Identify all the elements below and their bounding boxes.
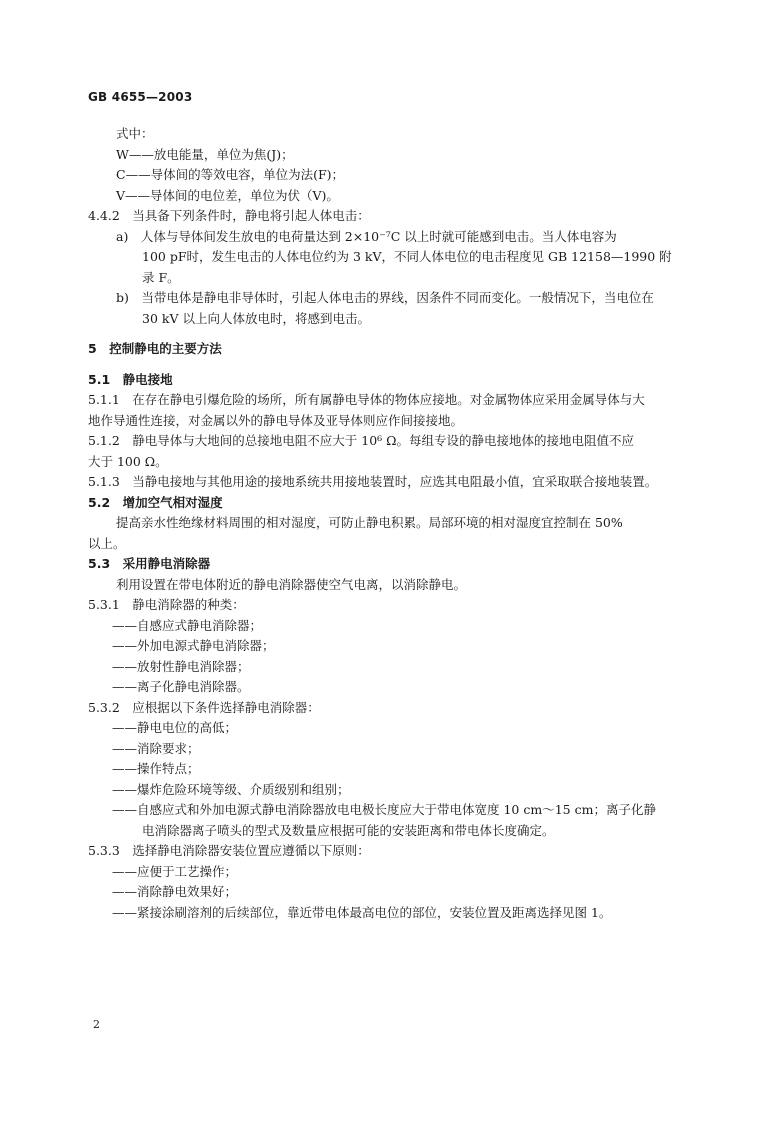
text-line: V——导体间的电位差，单位为伏（V)。 <box>116 187 339 203</box>
standard-code-header: GB 4655—2003 <box>88 90 193 104</box>
text-line: 4.4.2 当具备下列条件时，静电将引起人体电击： <box>88 208 370 223</box>
text-line: ——消除静电效果好； <box>112 884 238 899</box>
text-line: ——外加电源式静电消除器； <box>112 638 275 653</box>
text-line: ——操作特点； <box>112 761 200 776</box>
section-heading: 5.2 增加空气相对湿度 <box>88 494 223 510</box>
page-number: 2 <box>93 1018 100 1031</box>
spacer <box>88 329 696 339</box>
text-line: 5.3.2 应根据以下条件选择静电消除器： <box>88 699 320 715</box>
text-line: 100 pF时，发生电击的人体电位约为 3 kV，不同人体电位的电击程度见 GB 12158—1990 附 <box>142 249 672 264</box>
text-line: ——消除要求； <box>112 740 200 756</box>
text-line: ——放射性静电消除器； <box>112 658 250 674</box>
text-line: C——导体间的等效电容，单位为法(F)； <box>116 167 344 182</box>
text-line: 录 F。 <box>142 269 180 285</box>
document-body <box>88 124 696 923</box>
text-line: 5.3.3 选择静电消除器安装位置应遵循以下原则： <box>88 843 370 858</box>
text-line: ——静电电位的高低； <box>112 720 238 735</box>
text-line: 5.1.1 在存在静电引爆危险的场所，所有属静电导体的物体应接地。对金属物体应采用金属导体与大 <box>88 392 645 407</box>
section-heading: 5 控制静电的主要方法 <box>88 341 222 356</box>
text-line: ——爆炸危险环境等级、介质级别和组别； <box>112 781 350 797</box>
text-line: 以上。 <box>88 535 126 551</box>
text-line: W——放电能量，单位为焦(J)； <box>116 146 294 162</box>
text-line: 地作导通性连接，对金属以外的静电导体及亚导体则应作间接接地。 <box>88 412 464 428</box>
text-line: ——紧接涂刷溶剂的后续部位，靠近带电体最高电位的部位，安装位置及距离选择见图 1。 <box>112 904 612 920</box>
text-line: 5.3.1 静电消除器的种类： <box>88 597 245 612</box>
text-line: 5.1.2 静电导体与大地间的总接地电阻不应大于 10⁶ Ω。每组专设的静电接地体的接地电阻值不应 <box>88 433 635 448</box>
text-line: 提高亲水性绝缘材料周围的相对湿度，可防止静电积累。局部环境的相对湿度宜控制在 50% <box>116 515 623 530</box>
text-line: 30 kV 以上向人体放电时，将感到电击。 <box>142 310 370 326</box>
text-line: ——离子化静电消除器。 <box>112 679 250 694</box>
text-line: 电消除器离子喷头的型式及数量应根据可能的安装距离和带电体长度确定。 <box>142 822 555 838</box>
text-line: ——自感应式静电消除器； <box>112 617 263 633</box>
text-line: b) 当带电体是静电非导体时，引起人体电击的界线，因条件不同而变化。一般情况下，当电位在 <box>116 290 654 305</box>
text-line: a) 人体与导体间发生放电的电荷量达到 2×10⁻⁷C 以上时就可能感到电击。当人体电容为 <box>116 228 617 244</box>
text-line: ——应便于工艺操作； <box>112 863 238 879</box>
text-line: ——自感应式和外加电源式静电消除器放电电极长度应大于带电体宽度 10 cm～15 cm；离子化静 <box>112 802 656 817</box>
text-line: 5.1.3 当静电接地与其他用途的接地系统共用接地装置时，应选其电阻最小值，宜采取联合接地装置。 <box>88 474 658 489</box>
text-line: 利用设置在带电体附近的静电消除器使空气电离，以消除静电。 <box>116 576 467 592</box>
text-line: 式中： <box>116 126 154 141</box>
text-line: 大于 100 Ω。 <box>88 453 168 469</box>
section-heading: 5.3 采用静电消除器 <box>88 556 211 571</box>
spacer <box>88 360 696 370</box>
section-heading: 5.1 静电接地 <box>88 371 173 387</box>
